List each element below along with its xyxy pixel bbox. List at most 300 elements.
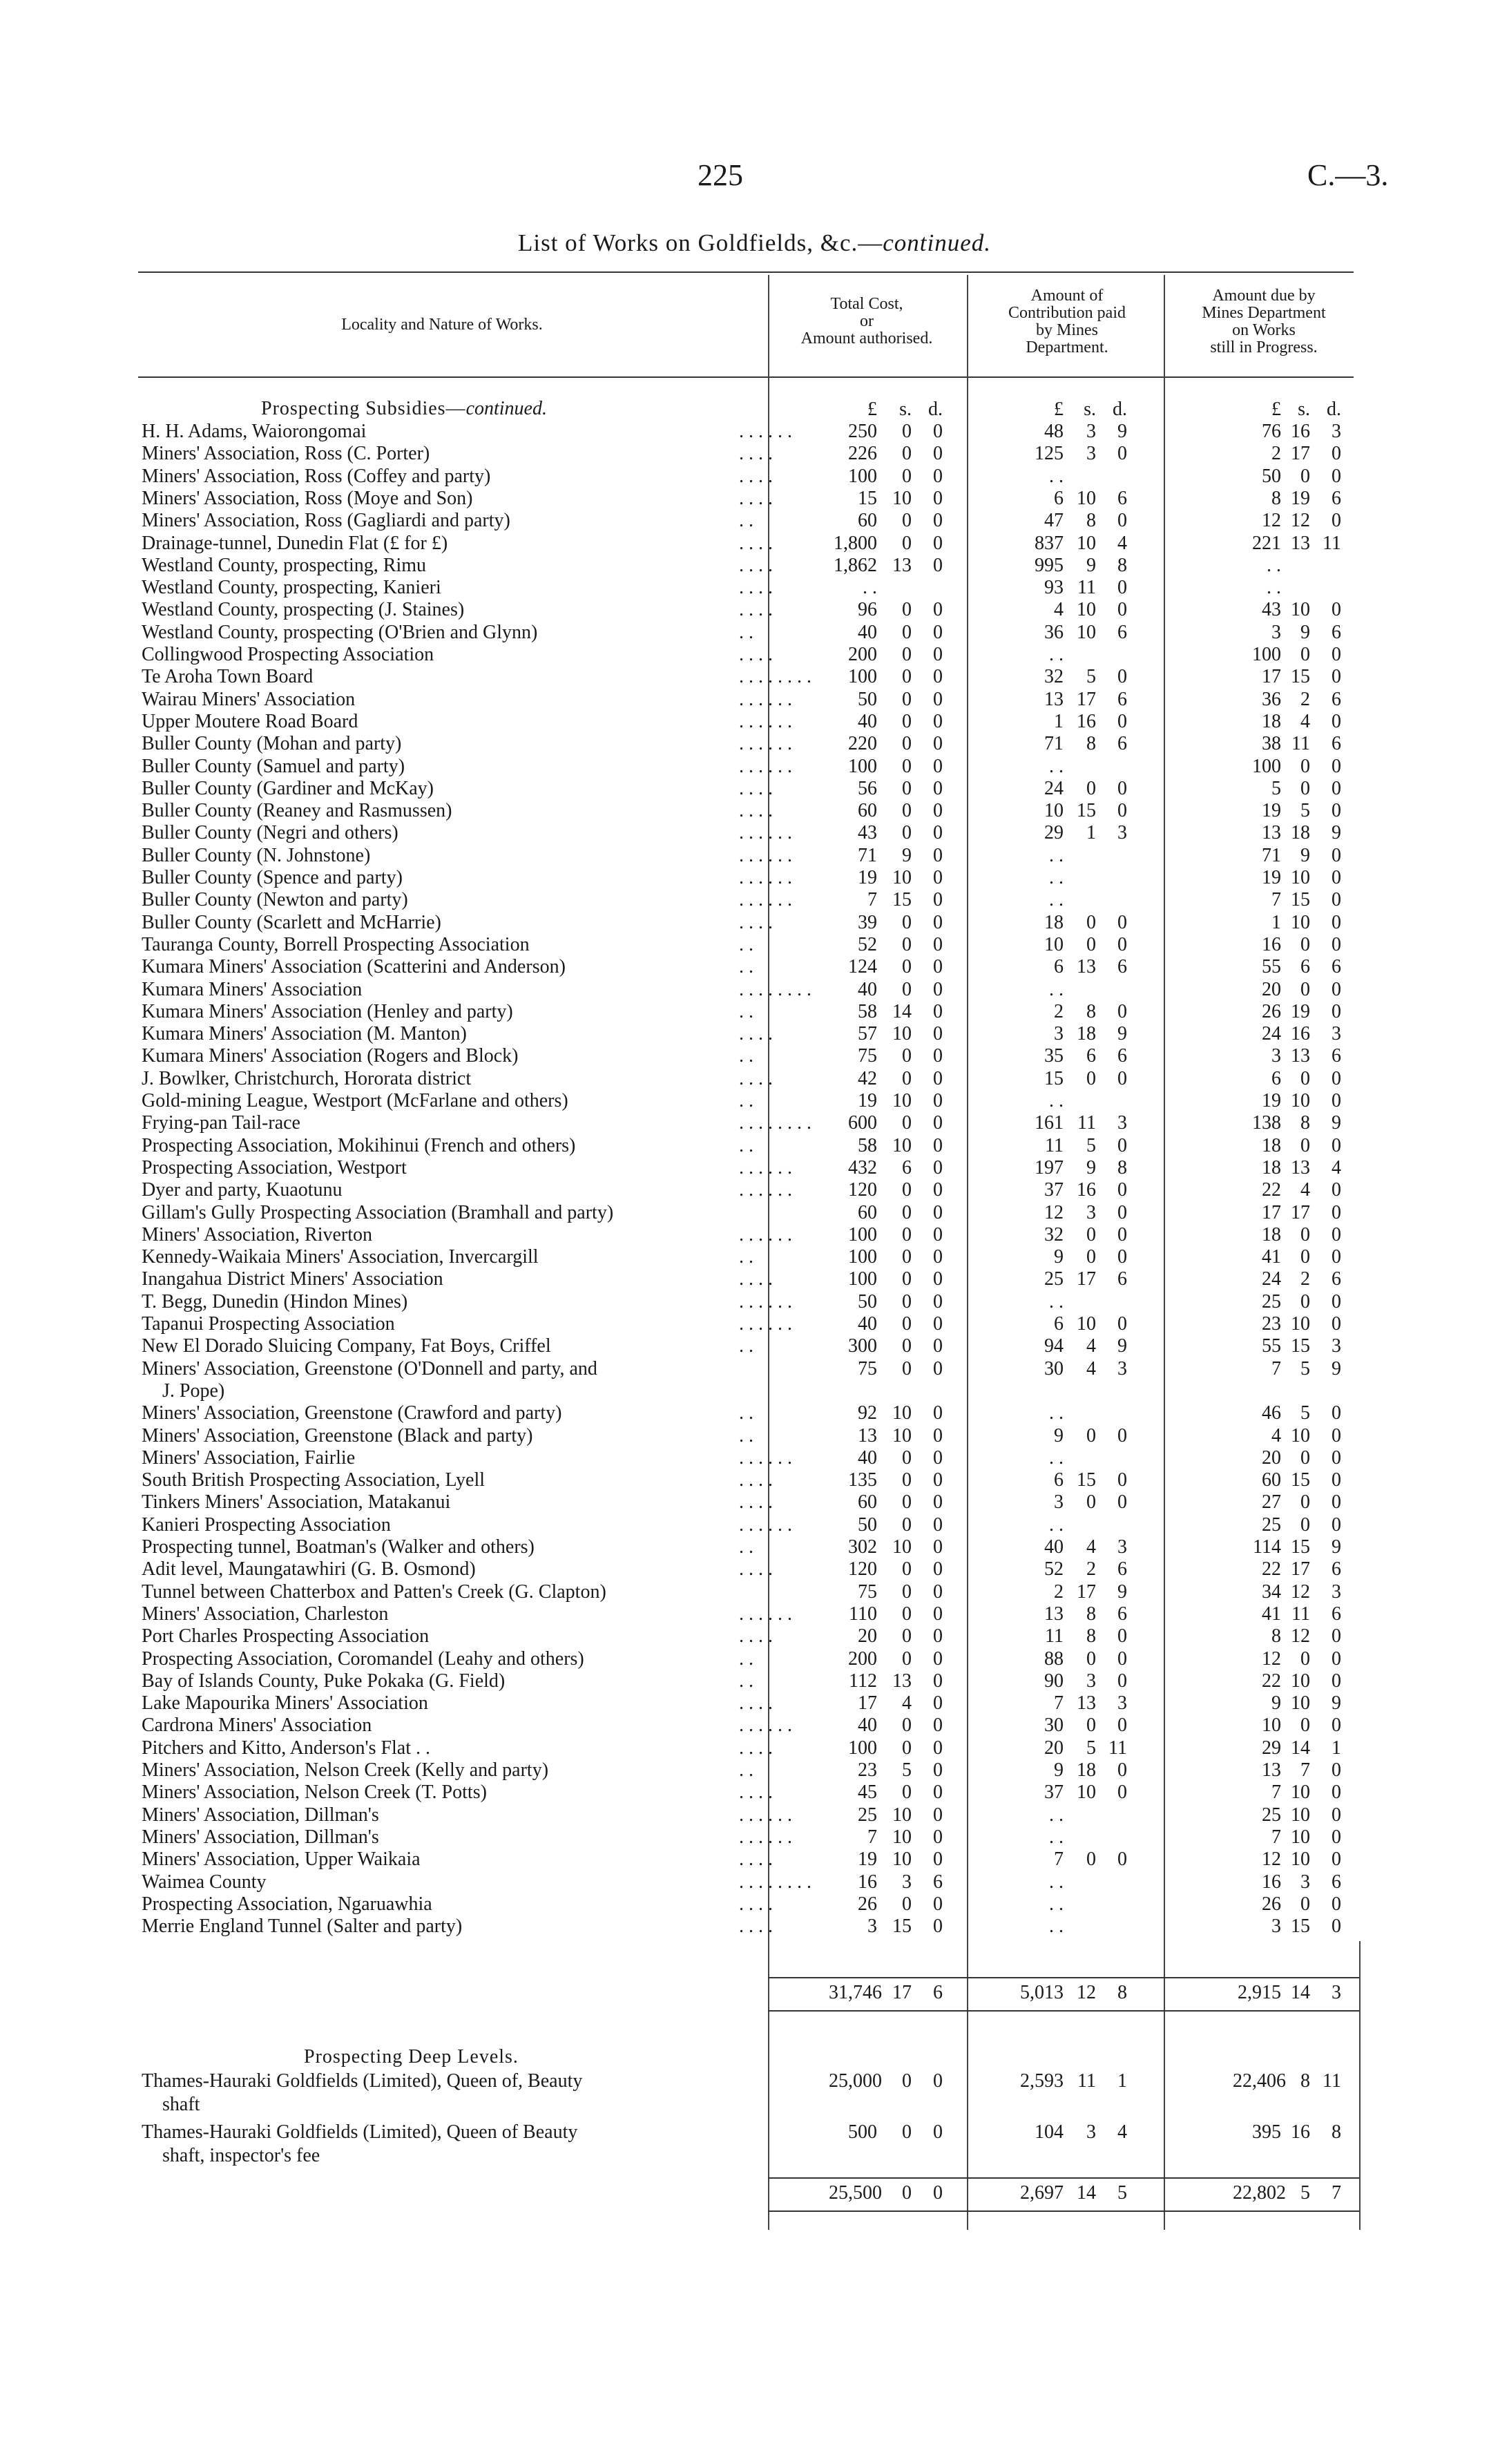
row-total-shillings: 0	[902, 666, 912, 688]
row-paid-pounds: . .	[1049, 1090, 1064, 1111]
row-due-pence: 3	[1332, 1580, 1341, 1603]
row-paid-shillings: 3	[1086, 421, 1096, 442]
row-total-pounds: 13	[858, 1424, 877, 1446]
row-total-shillings: 0	[902, 688, 912, 710]
row-due-shillings: 4	[1300, 1179, 1310, 1201]
row-leader-dots: . . . . . .	[739, 1603, 792, 1625]
row-due-pounds: 395	[1252, 2121, 1281, 2143]
row-due-shillings: 0	[1300, 1223, 1310, 1245]
row-due-pounds: 7	[1271, 1826, 1281, 1848]
row-due-shillings: 10	[1291, 1849, 1310, 1871]
row-paid-pounds: 6	[1054, 1313, 1064, 1335]
subtotal-bottom-rule	[768, 2010, 1359, 2012]
row-total-shillings: 0	[902, 1223, 912, 1245]
row-paid-pounds: 90	[1044, 1670, 1064, 1692]
row-due-pounds: 25	[1262, 1290, 1281, 1312]
row-paid-pounds: 37	[1044, 1179, 1064, 1201]
row-due-pounds: 8	[1271, 1625, 1281, 1648]
row-total-shillings: 10	[892, 1090, 912, 1111]
row-paid-pounds: 88	[1044, 1648, 1064, 1670]
row-total-pence: 0	[933, 1849, 943, 1871]
row-due-shillings: 18	[1291, 822, 1310, 844]
row-leader-dots: . . . . . .	[739, 688, 792, 710]
row-total-shillings: 0	[902, 599, 912, 621]
row-locality: Merrie England Tunnel (Salter and party)	[142, 1916, 463, 1938]
table-row	[0, 1268, 1509, 1291]
table-row	[0, 1781, 1509, 1804]
row-due-pounds: 10	[1262, 1715, 1281, 1737]
row-paid-shillings: 0	[1086, 1849, 1096, 1871]
row-leader-dots: . . . .	[739, 800, 773, 822]
row-locality: Miners' Association, Greenstone (Crawford and party)	[142, 1402, 562, 1424]
row-paid-pounds: 52	[1044, 1558, 1064, 1580]
column-header-contribution-line: Amount of	[1030, 287, 1104, 305]
row-due-pence: 0	[1332, 755, 1341, 777]
table-row	[0, 1558, 1509, 1581]
row-paid-pence: 0	[1117, 1670, 1127, 1692]
currency-pence-c: d.	[1327, 399, 1341, 420]
row-paid-pounds: . .	[1049, 1804, 1064, 1826]
row-locality: Buller County (Spence and party)	[142, 867, 403, 888]
row-paid-pence: 0	[1117, 666, 1127, 688]
row-due-shillings: 10	[1291, 599, 1310, 621]
row-locality: Westland County, prospecting, Kanieri	[142, 577, 441, 599]
row-due-pence: 9	[1332, 1357, 1341, 1379]
row-due-pence: 0	[1332, 599, 1341, 621]
row-due-shillings: 0	[1300, 465, 1310, 487]
row-total-pence: 0	[933, 1090, 943, 1111]
row-locality: Upper Moutere Road Board	[142, 710, 358, 732]
row-paid-pence: 0	[1117, 577, 1127, 599]
row-due-shillings: 16	[1291, 421, 1310, 442]
row-leader-dots: . . . .	[739, 777, 773, 799]
row-due-pence: 0	[1332, 867, 1341, 888]
row-paid-pounds: 18	[1044, 911, 1064, 933]
row-due-pence: 3	[1332, 1335, 1341, 1357]
row-total-pence: 0	[933, 1179, 943, 1201]
row-leader-dots: . . . . . .	[739, 421, 792, 442]
row-locality: Miners' Association, Fairlie	[142, 1446, 356, 1469]
row-paid-pence: 0	[1117, 800, 1127, 822]
row-total-pounds: 432	[848, 1156, 877, 1178]
row-due-pounds: 12	[1262, 1849, 1281, 1871]
row-due-pounds: 16	[1262, 933, 1281, 955]
row-total-pence: 0	[933, 1692, 943, 1715]
row-locality: Waimea County	[142, 1871, 267, 1893]
column-header-total-cost-line: or	[860, 312, 874, 330]
row-due-pounds: 8	[1271, 487, 1281, 509]
row-due-pounds: 71	[1262, 844, 1281, 866]
page-title	[0, 229, 1509, 257]
row-paid-shillings: 11	[1077, 2070, 1096, 2092]
row-due-pence: 0	[1332, 889, 1341, 911]
deep-levels-row	[0, 2121, 1509, 2168]
row-locality: T. Begg, Dunedin (Hindon Mines)	[142, 1290, 408, 1312]
row-paid-shillings: 5	[1086, 1134, 1096, 1156]
row-total-pounds: 60	[858, 1491, 877, 1513]
row-total-pounds: 15	[858, 487, 877, 509]
row-total-pounds: 300	[848, 1335, 877, 1357]
row-leader-dots: . . . .	[739, 1023, 773, 1045]
row-total-pounds: 302	[848, 1536, 877, 1558]
row-paid-pounds: 4	[1054, 599, 1064, 621]
row-due-pounds: 41	[1262, 1603, 1281, 1625]
row-paid-shillings: 16	[1077, 710, 1096, 732]
row-due-pence: 8	[1332, 2121, 1341, 2143]
row-due-pence: 0	[1332, 666, 1341, 688]
row-paid-pence: 0	[1117, 1759, 1127, 1781]
row-due-pounds: 55	[1262, 956, 1281, 978]
row-total-pounds: 110	[849, 1603, 877, 1625]
row-leader-dots: . . . . . . . .	[739, 666, 811, 688]
row-total-pounds: 100	[848, 666, 877, 688]
table-row	[0, 1357, 1509, 1402]
row-locality: Dyer and party, Kuaotunu	[142, 1179, 343, 1201]
row-locality: Gillam's Gully Prospecting Association (Bramhall and party)	[142, 1201, 614, 1223]
row-due-pounds: 22	[1262, 1670, 1281, 1692]
row-locality: Thames-Hauraki Goldfields (Limited), Queen of Beauty	[142, 2121, 578, 2143]
row-paid-pounds: 30	[1044, 1715, 1064, 1737]
row-locality-continued: shaft	[162, 2094, 200, 2115]
row-due-shillings: 11	[1291, 733, 1310, 755]
row-due-pence: 0	[1332, 1826, 1341, 1848]
row-due-pence: 0	[1332, 1201, 1341, 1223]
row-total-pence: 0	[933, 532, 943, 554]
currency-shillings-b: s.	[1084, 399, 1096, 420]
table-row	[0, 598, 1509, 622]
row-total-shillings: 0	[902, 1313, 912, 1335]
row-paid-shillings: 4	[1086, 1536, 1096, 1558]
row-leader-dots: . . . .	[739, 577, 773, 599]
row-total-shillings: 10	[892, 1134, 912, 1156]
table-row	[0, 1826, 1509, 1849]
table-row	[0, 1245, 1509, 1269]
row-leader-dots: . .	[739, 621, 753, 643]
row-due-shillings: 9	[1300, 844, 1310, 866]
row-total-shillings: 10	[892, 1424, 912, 1446]
table-row	[0, 1893, 1509, 1916]
row-locality: Kumara Miners' Association (Rogers and Block)	[142, 1045, 519, 1067]
table-row	[0, 1737, 1509, 1760]
row-paid-pence: 0	[1117, 911, 1127, 933]
row-paid-shillings: 9	[1086, 554, 1096, 576]
deep-levels-subtotal-rule	[768, 2177, 1359, 2179]
row-total-shillings: 0	[902, 465, 912, 487]
row-total-pence: 0	[933, 844, 943, 866]
row-paid-pence: 9	[1117, 421, 1127, 442]
table-row	[0, 1469, 1509, 1492]
row-due-pounds: 2	[1271, 443, 1281, 465]
total-paid-shillings: 14	[1077, 2182, 1096, 2204]
row-locality: Cardrona Miners' Association	[142, 1715, 372, 1737]
row-total-pence: 0	[933, 1023, 943, 1045]
row-total-shillings: 10	[892, 867, 912, 888]
column-header-rule	[138, 376, 1354, 378]
row-total-pounds: 50	[858, 1513, 877, 1536]
row-total-pence: 0	[933, 1313, 943, 1335]
row-total-pence: 0	[933, 1580, 943, 1603]
row-due-shillings: 15	[1291, 889, 1310, 911]
table-row	[0, 1156, 1509, 1180]
row-due-shillings: 7	[1300, 1759, 1310, 1781]
row-total-pence: 0	[933, 1715, 943, 1737]
row-paid-shillings: 3	[1086, 2121, 1096, 2143]
row-paid-pence: 9	[1117, 1023, 1127, 1045]
row-leader-dots: . .	[739, 956, 753, 978]
row-due-pounds: 29	[1262, 1737, 1281, 1759]
total-paid-pence: 8	[1117, 1982, 1127, 2003]
table-row	[0, 1312, 1509, 1336]
row-paid-shillings: 4	[1086, 1335, 1096, 1357]
table-row	[0, 1044, 1509, 1068]
row-total-pounds: 226	[848, 443, 877, 465]
row-total-pence: 0	[933, 1670, 943, 1692]
row-paid-pounds: 40	[1044, 1536, 1064, 1558]
row-total-shillings: 0	[902, 532, 912, 554]
row-paid-pence: 0	[1117, 1849, 1127, 1871]
row-total-pence: 0	[933, 733, 943, 755]
row-total-pounds: 19	[858, 1849, 877, 1871]
row-leader-dots: . . . . . .	[739, 1290, 792, 1312]
row-due-pounds: 18	[1262, 1223, 1281, 1245]
row-due-pounds: 34	[1262, 1580, 1281, 1603]
row-total-pounds: 40	[858, 978, 877, 1000]
row-due-pounds: 50	[1262, 465, 1281, 487]
row-total-shillings: 0	[902, 733, 912, 755]
column-header-contribution-line: by Mines	[1036, 321, 1098, 339]
row-paid-pounds: . .	[1049, 1446, 1064, 1469]
row-paid-pence: 0	[1117, 510, 1127, 532]
row-total-shillings: 0	[902, 978, 912, 1000]
row-due-pounds: 4	[1271, 1424, 1281, 1446]
row-locality: Te Aroha Town Board	[142, 666, 314, 688]
row-leader-dots: . . . .	[739, 1849, 773, 1871]
row-leader-dots: . . . .	[739, 1268, 773, 1290]
row-leader-dots: . . . .	[739, 644, 773, 665]
table-row	[0, 821, 1509, 845]
row-total-pence: 0	[933, 2070, 943, 2092]
row-due-pence: 0	[1332, 1513, 1341, 1536]
row-paid-shillings: 10	[1077, 487, 1096, 509]
row-due-pounds: 7	[1271, 1782, 1281, 1804]
row-paid-shillings: 16	[1077, 1179, 1096, 1201]
row-locality: Wairau Miners' Association	[142, 688, 356, 710]
table-row	[0, 1111, 1509, 1135]
table-row	[0, 978, 1509, 1002]
row-locality: Kumara Miners' Association (Henley and party)	[142, 1000, 513, 1022]
row-total-shillings: 3	[902, 1871, 912, 1893]
row-total-shillings: 0	[902, 1112, 912, 1134]
row-due-shillings: 15	[1291, 1536, 1310, 1558]
row-paid-pounds: 6	[1054, 956, 1064, 978]
row-paid-shillings: 10	[1077, 532, 1096, 554]
row-total-shillings: 9	[902, 844, 912, 866]
subsidies-total-row	[0, 1981, 1509, 2005]
table-row	[0, 1603, 1509, 1626]
row-due-pence: 0	[1332, 1715, 1341, 1737]
row-due-pence: 9	[1332, 1692, 1341, 1715]
row-total-pence: 0	[933, 510, 943, 532]
row-locality: Thames-Hauraki Goldfields (Limited), Queen of, Beauty	[142, 2070, 583, 2092]
total-due-pence: 3	[1332, 1982, 1341, 2003]
table-row	[0, 710, 1509, 734]
row-due-pence: 6	[1332, 1268, 1341, 1290]
row-paid-pounds: 11	[1045, 1134, 1064, 1156]
row-due-shillings: 15	[1291, 666, 1310, 688]
row-total-pence: 0	[933, 1536, 943, 1558]
row-paid-pence: 0	[1117, 599, 1127, 621]
row-total-pence: 0	[933, 1201, 943, 1223]
row-leader-dots: . . . . . .	[739, 733, 792, 755]
row-leader-dots: . .	[739, 1670, 753, 1692]
row-total-pence: 0	[933, 1045, 943, 1067]
row-due-shillings: 11	[1291, 1603, 1310, 1625]
row-total-pence: 0	[933, 1112, 943, 1134]
row-due-shillings: 0	[1300, 1715, 1310, 1737]
row-total-pence: 0	[933, 1000, 943, 1022]
row-due-shillings: 10	[1291, 1804, 1310, 1826]
row-due-pence: 0	[1332, 1000, 1341, 1022]
row-due-pounds: 22	[1262, 1179, 1281, 1201]
row-total-pence: 0	[933, 867, 943, 888]
total-cost-pence: 0	[933, 2182, 943, 2204]
table-row	[0, 532, 1509, 555]
row-total-pounds: 100	[848, 1268, 877, 1290]
row-due-shillings: 9	[1300, 621, 1310, 643]
row-total-pounds: 43	[858, 822, 877, 844]
table-row	[0, 1759, 1509, 1782]
row-total-pence: 0	[933, 978, 943, 1000]
row-leader-dots: . . . . . .	[739, 867, 792, 888]
row-total-pounds: 50	[858, 688, 877, 710]
row-leader-dots: . . . .	[739, 1916, 773, 1938]
table-row	[0, 955, 1509, 979]
row-due-pounds: 76	[1262, 421, 1281, 442]
row-due-shillings: 19	[1291, 1000, 1310, 1022]
row-total-pounds: 3	[867, 1916, 877, 1938]
row-total-pounds: 220	[848, 733, 877, 755]
row-total-shillings: 0	[902, 2121, 912, 2143]
row-due-pence: 0	[1332, 1424, 1341, 1446]
row-due-shillings: 8	[1300, 1112, 1310, 1134]
row-paid-pence: 0	[1117, 1201, 1127, 1223]
row-due-pence: 6	[1332, 733, 1341, 755]
row-leader-dots: . . . .	[739, 1692, 773, 1715]
row-paid-pence: 6	[1117, 1045, 1127, 1067]
row-total-pounds: 40	[858, 1313, 877, 1335]
row-locality: Miners' Association, Upper Waikaia	[142, 1849, 421, 1871]
row-total-pounds: 100	[848, 1737, 877, 1759]
row-paid-pence: 3	[1117, 822, 1127, 844]
row-paid-pence: 0	[1117, 777, 1127, 799]
row-due-pounds: 26	[1262, 1000, 1281, 1022]
row-due-pounds: 17	[1262, 1201, 1281, 1223]
row-total-pounds: 42	[858, 1067, 877, 1089]
row-paid-shillings: 5	[1086, 666, 1096, 688]
column-header-total-cost-line: Total Cost,	[830, 295, 903, 313]
row-paid-pounds: 9	[1054, 1424, 1064, 1446]
table-row	[0, 1871, 1509, 1894]
row-total-shillings: 0	[902, 933, 912, 955]
row-leader-dots: . . . . . .	[739, 822, 792, 844]
table-row	[0, 1335, 1509, 1358]
row-due-pounds: 12	[1262, 1648, 1281, 1670]
row-due-pence: 0	[1332, 1446, 1341, 1469]
row-due-pence: 0	[1332, 1067, 1341, 1089]
row-leader-dots: . . . . . .	[739, 1223, 792, 1245]
row-leader-dots: . . . . . .	[739, 1826, 792, 1848]
table-row	[0, 1089, 1509, 1113]
table-row	[0, 621, 1509, 644]
row-due-shillings: 10	[1291, 867, 1310, 888]
row-total-pence: 6	[933, 1871, 943, 1893]
row-paid-pounds: 32	[1044, 1223, 1064, 1245]
row-paid-pounds: . .	[1049, 889, 1064, 911]
row-total-pounds: 58	[858, 1000, 877, 1022]
row-paid-pence: 0	[1117, 710, 1127, 732]
row-total-pounds: 57	[858, 1023, 877, 1045]
row-total-shillings: 10	[892, 1536, 912, 1558]
row-leader-dots: . .	[739, 1335, 753, 1357]
total-due-pounds: 22,802	[1233, 2182, 1286, 2204]
row-total-pence: 0	[933, 1357, 943, 1379]
row-due-shillings: 19	[1291, 487, 1310, 509]
total-due-pounds: 2,915	[1238, 1982, 1281, 2003]
row-locality: J. Bowlker, Christchurch, Hororata district	[142, 1067, 472, 1089]
row-leader-dots: . . . .	[739, 911, 773, 933]
row-total-shillings: 6	[902, 1156, 912, 1178]
row-paid-shillings: 9	[1086, 1156, 1096, 1178]
row-locality: Tauranga County, Borrell Prospecting Association	[142, 933, 530, 955]
table-row	[0, 1625, 1509, 1648]
row-total-pounds: 92	[858, 1402, 877, 1424]
row-paid-pounds: . .	[1049, 755, 1064, 777]
row-leader-dots: . . . . . .	[739, 1446, 792, 1469]
row-locality: Westland County, prospecting (O'Brien and Glynn)	[142, 621, 538, 643]
total-cost-shillings: 17	[892, 1982, 912, 2003]
row-total-pence: 0	[933, 1223, 943, 1245]
row-paid-pounds: . .	[1049, 644, 1064, 665]
row-locality: Buller County (Scarlett and McHarrie)	[142, 911, 441, 933]
row-paid-pence: 1	[1117, 2070, 1127, 2092]
row-locality: Tunnel between Chatterbox and Patten's Creek (G. Clapton)	[142, 1580, 606, 1603]
row-total-shillings: 0	[902, 1491, 912, 1513]
row-total-shillings: 0	[902, 755, 912, 777]
table-row	[0, 554, 1509, 577]
row-due-shillings: 14	[1291, 1737, 1310, 1759]
row-locality: Kumara Miners' Association (Scatterini and Anderson)	[142, 956, 566, 978]
column-header-amount-due-line: on Works	[1232, 321, 1296, 339]
row-total-shillings: 0	[902, 956, 912, 978]
row-paid-pounds: . .	[1049, 1290, 1064, 1312]
row-locality: Kanieri Prospecting Association	[142, 1513, 391, 1536]
row-paid-pounds: 1	[1054, 710, 1064, 732]
row-due-pounds: 43	[1262, 599, 1281, 621]
row-paid-pence: 8	[1117, 554, 1127, 576]
row-locality: Tapanui Prospecting Association	[142, 1313, 395, 1335]
row-paid-pounds: 2,593	[1020, 2070, 1064, 2092]
row-due-pounds: 114	[1253, 1536, 1281, 1558]
total-cost-pounds: 25,500	[829, 2182, 882, 2204]
row-due-pence: 0	[1332, 443, 1341, 465]
row-locality: Buller County (Mohan and party)	[142, 733, 402, 755]
row-paid-pence: 6	[1117, 621, 1127, 643]
row-total-pounds: 75	[858, 1580, 877, 1603]
row-total-pounds: 100	[848, 1223, 877, 1245]
row-paid-pounds: 10	[1044, 933, 1064, 955]
row-paid-pence: 9	[1117, 1580, 1127, 1603]
column-header-total-cost-line: Amount authorised.	[800, 330, 933, 347]
